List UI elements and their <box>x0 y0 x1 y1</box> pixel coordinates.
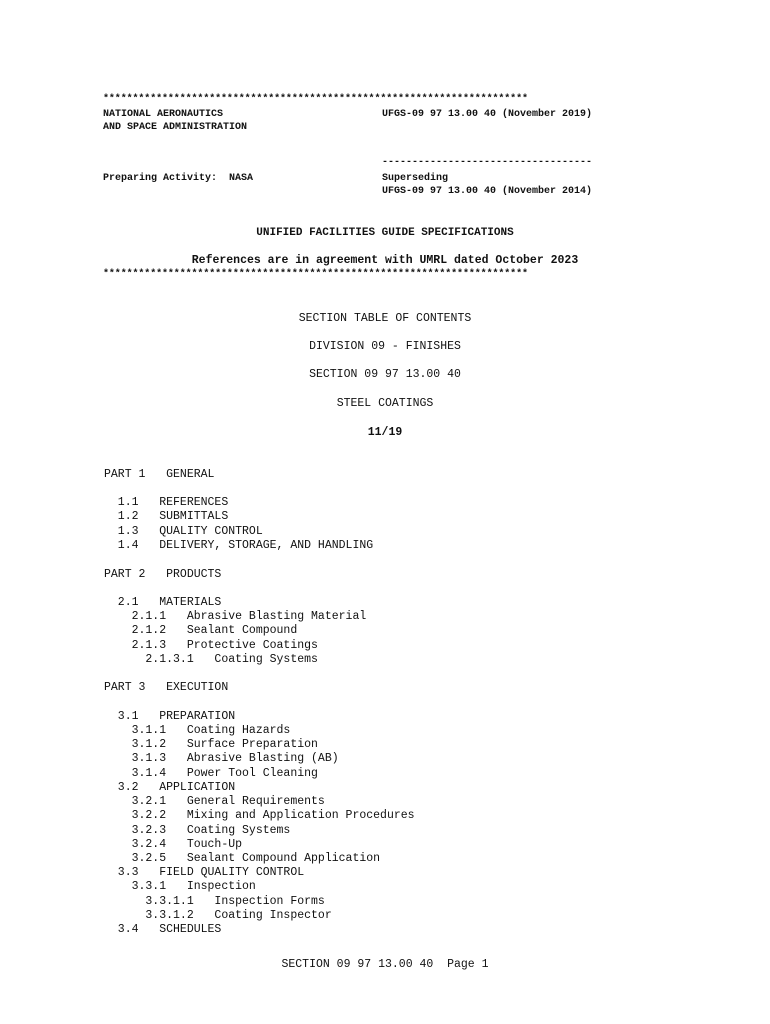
superseding-label: Superseding <box>382 173 449 184</box>
stars-rule-bottom: ************************************************************************ <box>103 269 528 280</box>
preparing-activity: Preparing Activity: NASA <box>103 173 254 184</box>
toc-title: SECTION TABLE OF CONTENTS <box>298 312 472 325</box>
ufgs-superseded: UFGS-09 97 13.00 40 (November 2014) <box>382 186 593 197</box>
dash-rule: ----------------------------------- <box>382 157 593 168</box>
references-note: References are in agreement with UMRL dated October 2023 <box>191 254 579 267</box>
ufgs-current: UFGS-09 97 13.00 40 (November 2019) <box>382 109 593 120</box>
toc-item: 3.1 PREPARATION <box>104 710 236 723</box>
toc-item: 3.4 SCHEDULES <box>104 923 222 936</box>
toc-item: 2.1.2 Sealant Compound <box>104 624 298 637</box>
toc-item: 1.4 DELIVERY, STORAGE, AND HANDLING <box>104 539 374 552</box>
toc-item: 3.2.2 Mixing and Application Procedures <box>104 809 415 822</box>
org-name-line1: NATIONAL AERONAUTICS <box>103 109 224 120</box>
division-title: DIVISION 09 - FINISHES <box>309 340 461 353</box>
toc-part-1: PART 1 GENERAL <box>104 468 215 481</box>
toc-item: 3.2.4 Touch-Up <box>104 838 243 851</box>
toc-item: 3.3 FIELD QUALITY CONTROL <box>104 866 305 879</box>
toc-item: 3.3.1 Inspection <box>104 880 256 893</box>
toc-item: 3.2.3 Coating Systems <box>104 824 291 837</box>
toc-item: 3.1.4 Power Tool Cleaning <box>104 767 318 780</box>
toc-item: 1.2 SUBMITTALS <box>104 510 229 523</box>
toc-item: 3.2.5 Sealant Compound Application <box>104 852 381 865</box>
toc-part-2: PART 2 PRODUCTS <box>104 568 222 581</box>
toc-item: 3.2 APPLICATION <box>104 781 236 794</box>
stars-rule-top: ************************************************************************ <box>103 94 528 105</box>
page-footer: SECTION 09 97 13.00 40 Page 1 <box>281 958 489 971</box>
toc-item: 3.3.1.1 Inspection Forms <box>104 895 325 908</box>
section-name: STEEL COATINGS <box>336 397 434 410</box>
toc-item: 3.2.1 General Requirements <box>104 795 325 808</box>
toc-item: 3.1.1 Coating Hazards <box>104 724 291 737</box>
toc-item: 1.3 QUALITY CONTROL <box>104 525 263 538</box>
section-title: SECTION 09 97 13.00 40 <box>309 368 461 381</box>
toc-item: 2.1.1 Abrasive Blasting Material <box>104 610 367 623</box>
toc-item: 2.1.3.1 Coating Systems <box>104 653 318 666</box>
toc-part-3: PART 3 EXECUTION <box>104 681 229 694</box>
org-name-line2: AND SPACE ADMINISTRATION <box>103 122 248 133</box>
toc-item: 2.1 MATERIALS <box>104 596 222 609</box>
toc-item: 3.1.2 Surface Preparation <box>104 738 318 751</box>
toc-item: 2.1.3 Protective Coatings <box>104 639 318 652</box>
toc-item: 1.1 REFERENCES <box>104 496 229 509</box>
section-date: 11/19 <box>367 426 403 439</box>
guide-title: UNIFIED FACILITIES GUIDE SPECIFICATIONS <box>256 227 514 239</box>
toc-item: 3.1.3 Abrasive Blasting (AB) <box>104 752 339 765</box>
toc-item: 3.3.1.2 Coating Inspector <box>104 909 332 922</box>
